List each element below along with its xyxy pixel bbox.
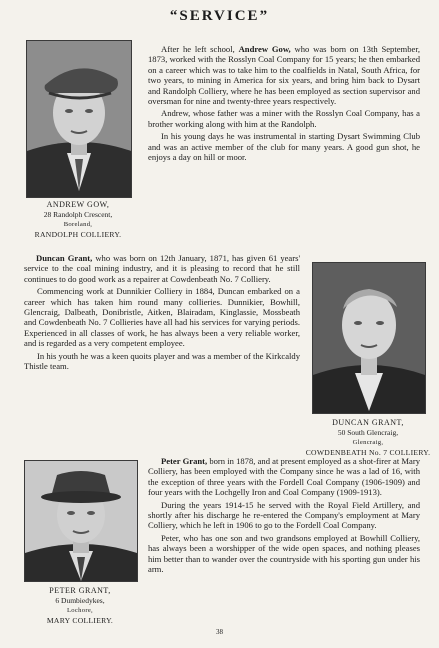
paragraph: Peter, who has one son and two grandsons employed at Bowhill Colliery, has always been a worshipper of the wide open spaces, and nothing pleases him better than to wander over the countryside with his sporting gun under his arm.	[148, 532, 420, 575]
duncan-grant-caption	[300, 418, 436, 458]
caption-colliery: RANDOLPH COLLIERY.	[34, 230, 122, 239]
paragraph	[148, 456, 420, 498]
paragraph-lead: After he left school,	[161, 44, 239, 54]
duncan-grant-portrait	[312, 262, 426, 414]
paragraph: In his youth he was a keen quoits player and was a member of the Kirkcaldy Thistle team.	[24, 350, 300, 372]
paragraph-text: who was born on 12th January, 1871, has given 61 years' service to the coal mining industry, and it is pleasing to record that he still continues to do good work as a repairer at Cowdenbeath No. 7 Colliery.	[24, 253, 301, 284]
paragraph	[148, 44, 420, 106]
caption-name: DUNCAN GRANT,	[332, 418, 404, 427]
caption-place: Boreland,	[63, 221, 93, 228]
andrew-gow-caption	[14, 200, 142, 240]
caption-name: PETER GRANT,	[49, 586, 111, 595]
page-number: 38	[216, 628, 223, 636]
paragraph	[24, 253, 300, 284]
paragraph-text: who was born on 13th September, 1873, worked with the Rosslyn Coal Company for 15 years; he then embarked on a career which was to take him to the coalfields in Natal, South Africa, for two years, to mining in America for six years, and bring him back to Dysart and Randolph Colliery, where he has been employed as section supervisor and oversman for nine and twenty-three years respectively.	[148, 44, 421, 107]
caption-address: 50 South Glencraig,	[337, 428, 399, 437]
peter-grant-caption	[18, 586, 142, 626]
caption-name: ANDREW GOW,	[46, 200, 110, 209]
andrew-gow-portrait	[26, 40, 132, 198]
caption-place: Lochore,	[66, 607, 94, 614]
person-name: Andrew Gow,	[238, 44, 291, 54]
caption-colliery: MARY COLLIERY.	[46, 616, 114, 625]
paragraph: During the years 1914-15 he served with the Royal Field Artillery, and shortly after his discharge he re-entered the Company's employment at Mary Colliery, which he left in 1906 to go to the Fordell Coal Company.	[148, 499, 420, 531]
peter-grant-text	[148, 456, 420, 576]
caption-address: 28 Randolph Crescent,	[43, 210, 113, 219]
paragraph-text: born in 1878, and at present employed as a shot-firer at Mary Colliery, has been employed with the Company since he was a lad of 16, with the exception of three years with the Fordell Coal Company (1906-1909) and four years with the Lochgelly Iron and Coal Company (1909-1913).	[148, 456, 420, 498]
andrew-gow-text	[148, 44, 420, 164]
caption-colliery: COWDENBEATH No. 7 COLLIERY.	[305, 448, 431, 457]
caption-place: Glencraig,	[352, 439, 384, 446]
paragraph: In his young days he was instrumental in starting Dysart Swimming Club and was an active member of the club for many years. A good gun shot, he enjoys a day on hill or moor.	[148, 131, 420, 163]
caption-address: 6 Dumbiedykes,	[55, 596, 105, 605]
page-title: “SERVICE”	[169, 8, 270, 24]
paragraph: Andrew, whose father was a miner with the Rosslyn Coal Company, has a brother working along with him at the Randolph.	[148, 108, 420, 129]
person-name: Peter Grant,	[161, 456, 208, 466]
person-name: Duncan Grant,	[36, 253, 93, 263]
duncan-grant-text	[24, 253, 300, 373]
peter-grant-portrait	[24, 460, 138, 582]
paragraph: Commencing work at Dunnikier Colliery in 1884, Duncan embarked on a career which has taken him round many collieries. Dunnikier, Bowhill, Glencraig, Dalbeath, Donibristle, Aitken, Blairadam, Kinglassie, Mossbeath and Cowdenbeath No. 7 Collieries have all had his services for varying periods. Experienced in all classes of work, he has always been a very reliable worker, and is regarded as a very competent employee.	[24, 286, 300, 349]
